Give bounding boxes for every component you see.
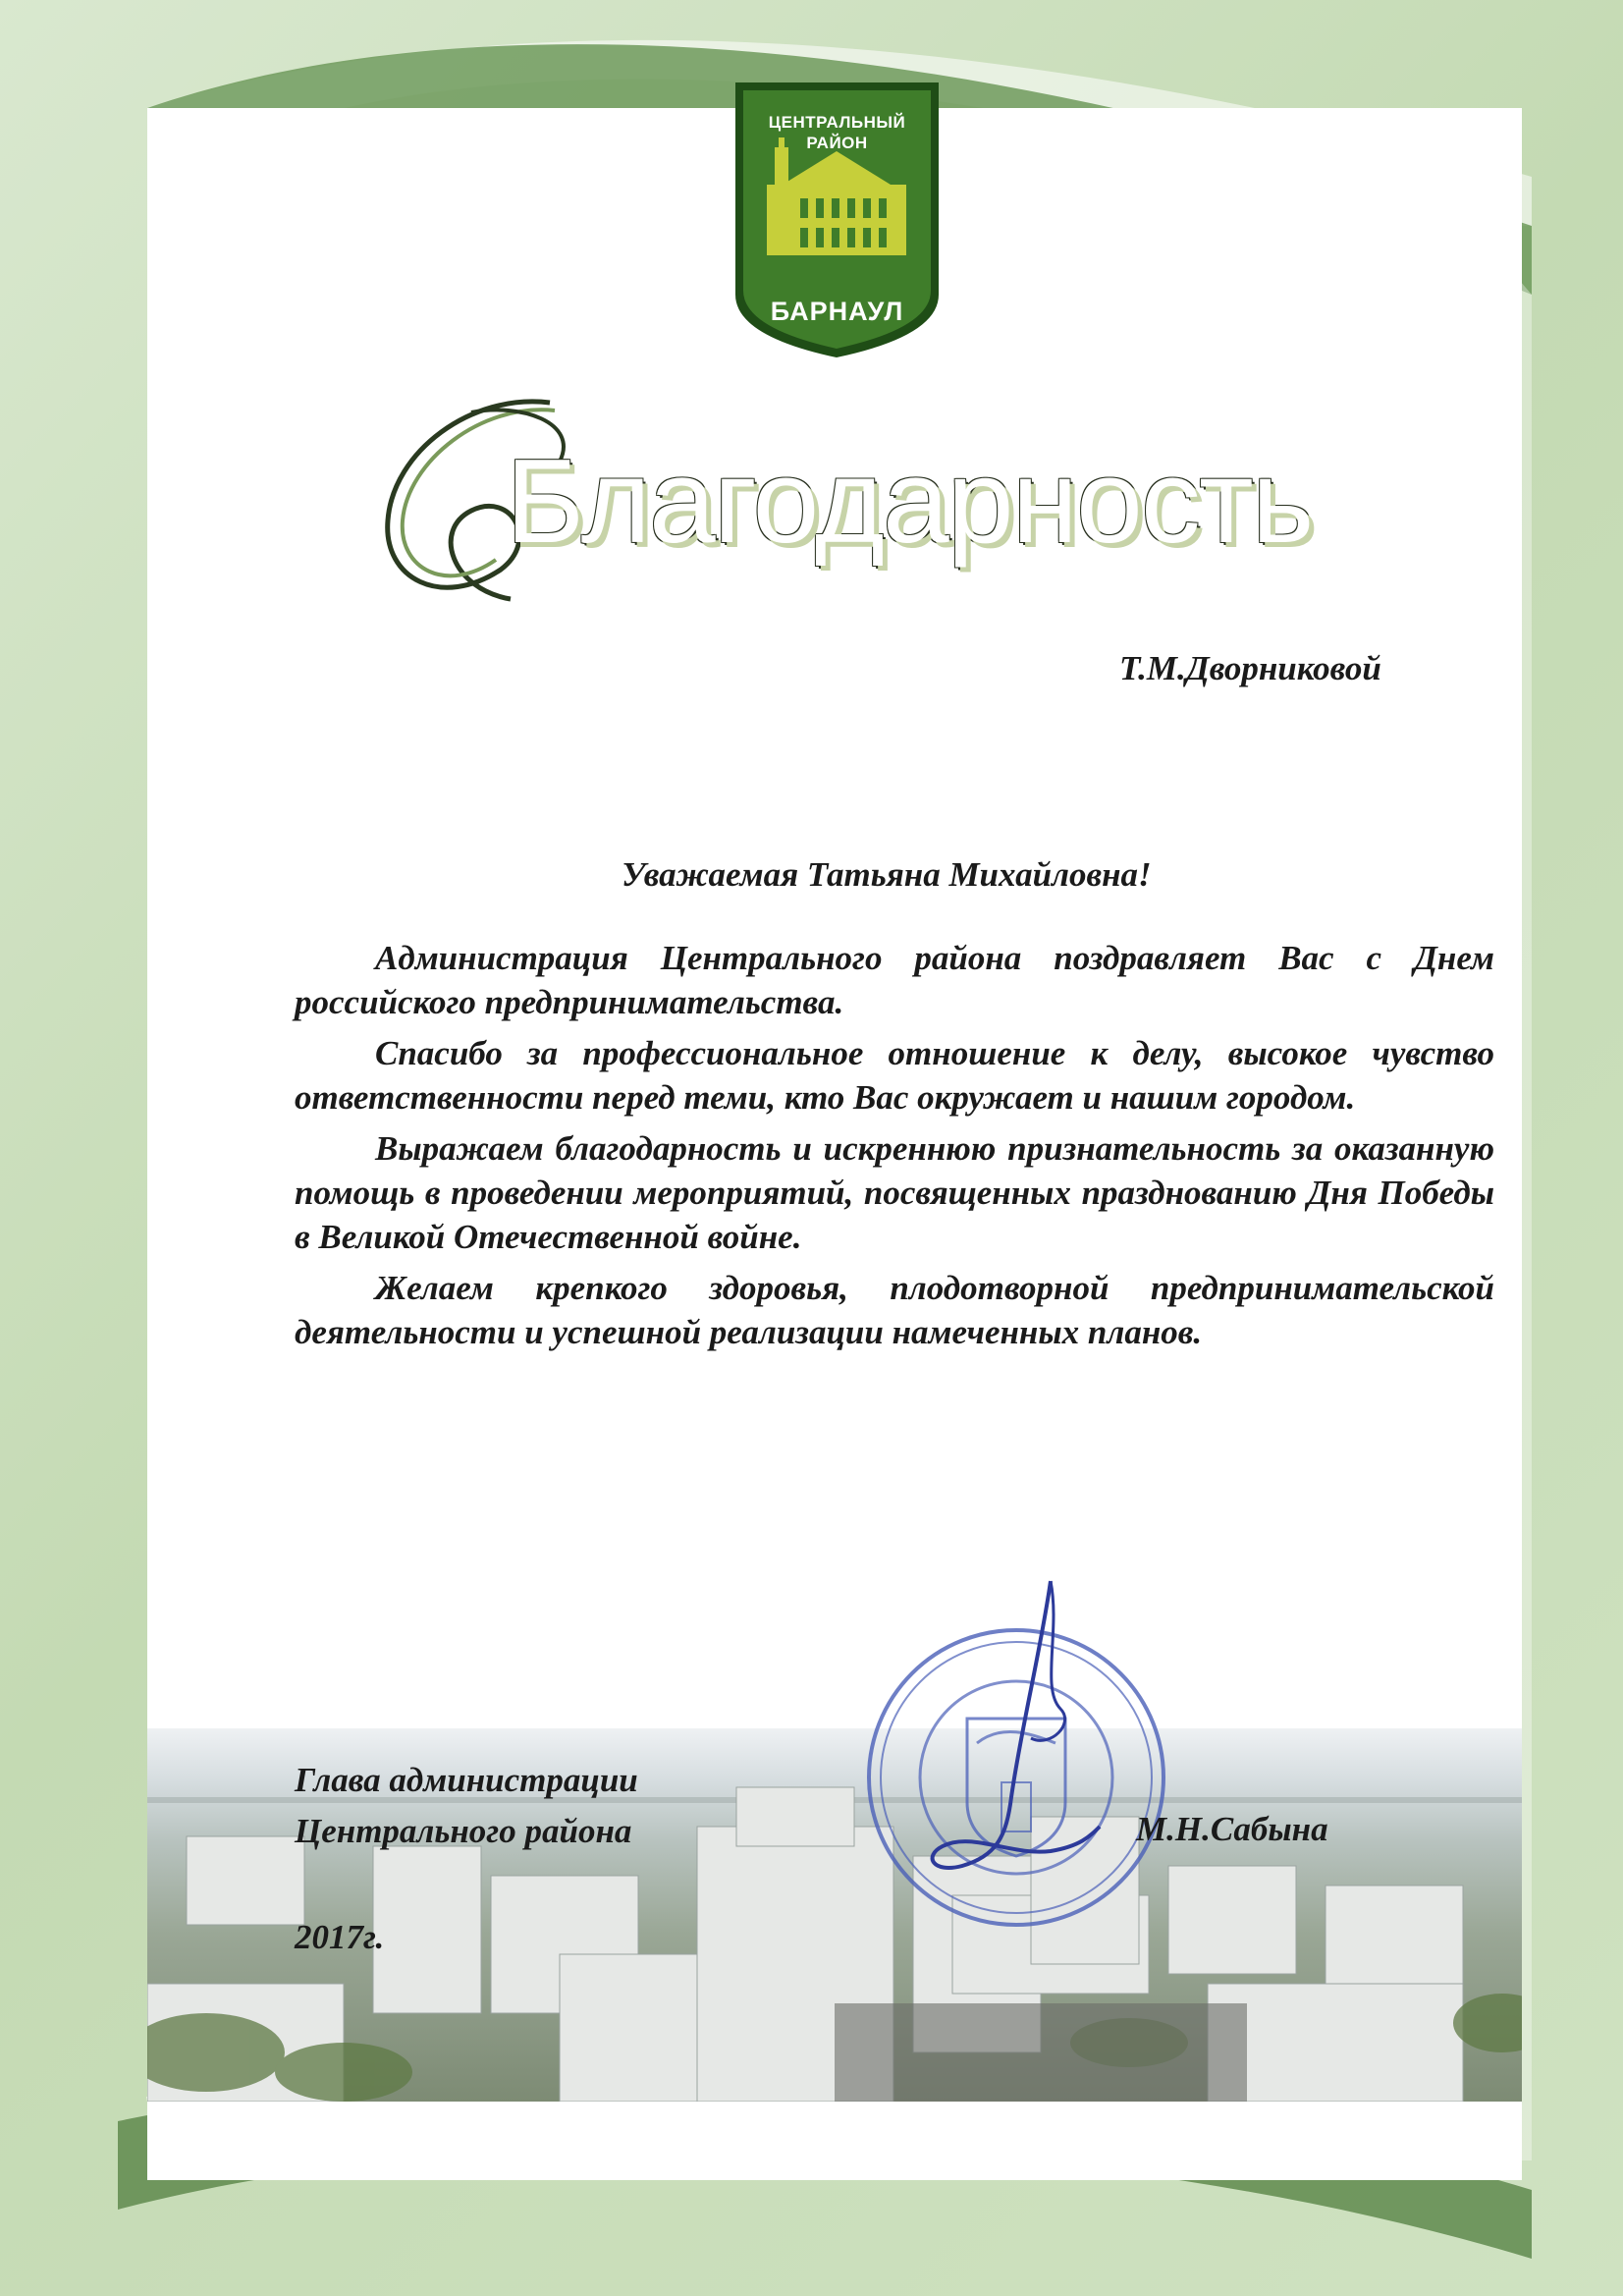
paragraph: Спасибо за профессиональное отношение к делу, высокое чувство ответственности перед теми, кто Вас окружает и нашим городом.: [295, 1034, 1494, 1117]
document-year: 2017г.: [295, 1918, 385, 1956]
title-block: [353, 383, 1335, 629]
emblem-line-2: РАЙОН: [806, 134, 868, 152]
emblem-line-1: ЦЕНТРАЛЬНЫЙ: [768, 113, 906, 132]
paragraph: Администрация Центрального района поздравляет Вас с Днем российского предпринимательства.: [295, 939, 1494, 1021]
letter-body: [295, 936, 1494, 1361]
signer-position-line-1: Глава администрации: [295, 1761, 638, 1799]
paragraph: Выражаем благодарность и искреннюю признательность за оказанную помощь в проведении мероприятий, посвященных празднованию Дня Победы в Великой Отечественной войне.: [295, 1129, 1494, 1256]
handwritten-signature-icon: [903, 1571, 1129, 1895]
signer-name: М.Н.Сабына: [1136, 1810, 1328, 1848]
greeting: Уважаемая Татьяна Михайловна!: [622, 855, 1152, 894]
emblem-city: БАРНАУЛ: [770, 297, 904, 326]
certificate-title: Благодарность: [506, 434, 1313, 568]
signer-position-line-2: Центрального района: [295, 1812, 632, 1850]
recipient-name: Т.М.Дворниковой: [1119, 649, 1381, 687]
district-emblem: [731, 79, 943, 361]
paragraph: Желаем крепкого здоровья, плодотворной предпринимательской деятельности и успешной реализации намеченных планов.: [295, 1269, 1494, 1351]
